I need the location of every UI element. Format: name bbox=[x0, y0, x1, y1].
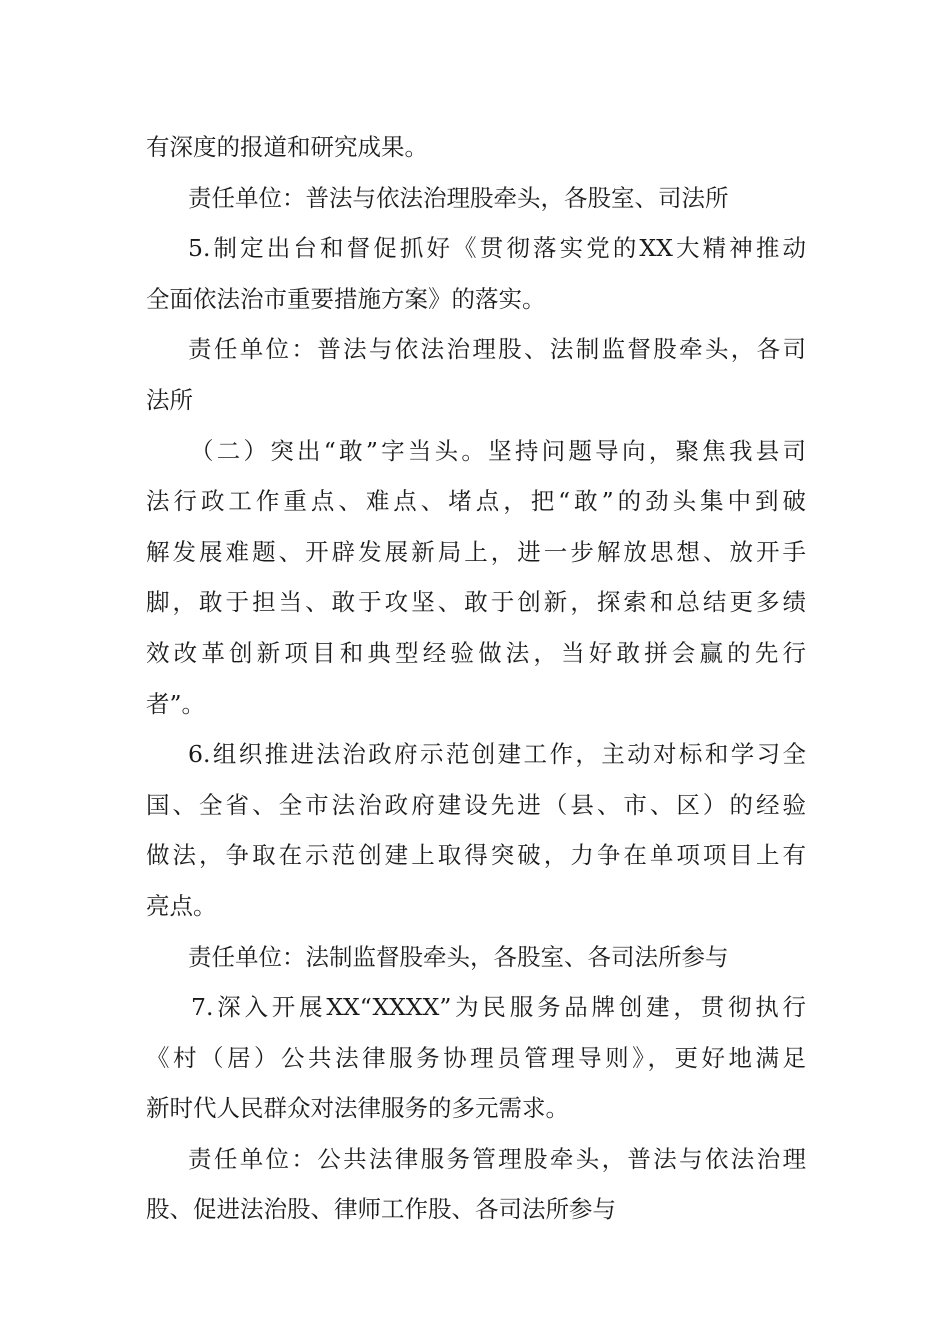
text-line: 亮点。 bbox=[146, 891, 217, 920]
text-line: 者”。 bbox=[146, 689, 206, 718]
text-line-responsible-unit: 责任单位：普法与依法治理股牵头，各股室、司法所 bbox=[188, 183, 729, 212]
text-line: 《村（居）公共法律服务协理员管理导则》，更好地满足 bbox=[146, 1043, 806, 1072]
text-line-item-7: 7.深入开展XX“XXXX”为民服务品牌创建，贯彻执行 bbox=[191, 993, 806, 1022]
text-line-responsible-unit: 责任单位：公共法律服务管理股牵头，普法与依法治理 bbox=[188, 1144, 806, 1173]
text-line: 国、全省、全市法治政府建设先进（县、市、区）的经验 bbox=[146, 790, 806, 819]
text-line: 全面依法治市重要措施方案》的落实。 bbox=[146, 284, 546, 313]
text-line-item-5: 5.制定出台和督促抓好《贯彻落实党的XX大精神推动 bbox=[188, 234, 806, 263]
text-line: 做法，争取在示范创建上取得突破，力争在单项项目上有 bbox=[146, 841, 806, 870]
text-line-responsible-unit: 责任单位：普法与依法治理股、法制监督股牵头，各司 bbox=[188, 335, 806, 364]
text-line: 脚，敢于担当、敢于攻坚、敢于创新，探索和总结更多绩 bbox=[146, 588, 806, 617]
text-line-section-heading: （二）突出“敢”字当头。坚持问题导向，聚焦我县司 bbox=[190, 436, 806, 465]
text-line-responsible-unit: 责任单位：法制监督股牵头，各股室、各司法所参与 bbox=[188, 942, 729, 971]
document-body bbox=[146, 122, 806, 1235]
text-line: 新时代人民群众对法律服务的多元需求。 bbox=[146, 1094, 569, 1123]
text-line: 法所 bbox=[146, 385, 193, 414]
text-line: 股、促进法治股、律师工作股、各司法所参与 bbox=[146, 1195, 616, 1224]
text-line: 效改革创新项目和典型经验做法，当好敢拼会赢的先行 bbox=[146, 638, 806, 667]
text-line-item-6: 6.组织推进法治政府示范创建工作，主动对标和学习全 bbox=[188, 740, 806, 769]
text-line: 解发展难题、开辟发展新局上，进一步解放思想、放开手 bbox=[146, 537, 806, 566]
text-line: 法行政工作重点、难点、堵点，把“敢”的劲头集中到破 bbox=[146, 487, 806, 516]
text-line-continuation: 有深度的报道和研究成果。 bbox=[146, 133, 428, 161]
